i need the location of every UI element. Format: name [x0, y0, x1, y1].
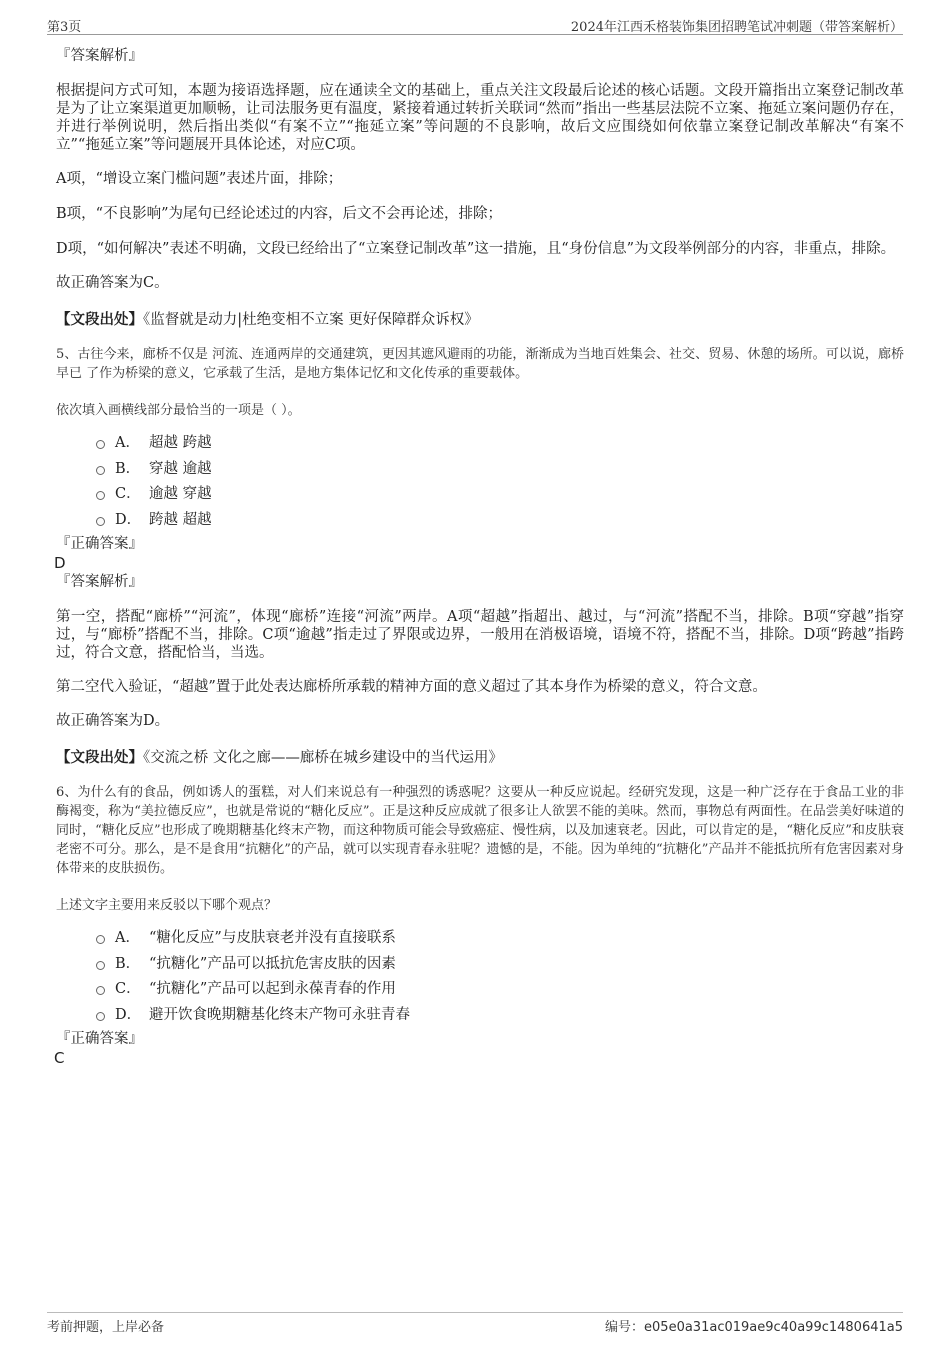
analysis-heading: 『答案解析』: [56, 574, 143, 590]
page-header: [47, 14, 903, 35]
page-footer: [47, 1312, 903, 1337]
radio-button[interactable]: [96, 440, 105, 449]
radio-button[interactable]: [96, 517, 105, 526]
option-c[interactable]: [96, 975, 904, 1001]
question-text: 6、为什么有的食品，例如诱人的蛋糕，对人们来说总有一种强烈的诱惑呢？这要从一种反应说起。经研究发现，这是一种广泛存在于食品工业的非酶褐变，称为“美拉德反应”，也就是常说的“糖化反应”。正是这种反应成就了很多让人欲罢不能的美味。然而，事物总有两面性。在品尝美好味道的同时，“糖化反应”也形成了晚期糖基化终末产物，而这种物质可能会导致癌症、慢性病，以及加速衰老。因此，可以肯定的是，“糖化反应”和皮肤衰老密不可分。那么，是不是食用“抗糖化”的产品，就可以实现青春永驻呢？遗憾的是，不能。因为单纯的“抗糖化”产品并不能抵抗所有危害因素对身体带来的皮肤损伤。: [56, 785, 904, 876]
analysis-paragraph: D项，“如何解决”表述不明确，文段已经给出了“立案登记制改革”这一措施，且“身份信息”为文段举例部分的内容，非重点，排除。: [56, 241, 896, 257]
page-number: 第3页: [47, 20, 82, 35]
options-list: [96, 924, 904, 1026]
code-label: 编号：: [605, 1320, 645, 1335]
option-a[interactable]: [96, 924, 904, 950]
option-label: C．: [115, 486, 141, 503]
analysis-heading: 『答案解析』: [56, 48, 143, 64]
question-text: 5、古往今来，廊桥不仅是 河流、连通两岸的交通建筑，更因其遮风避雨的功能，渐渐成为当地百姓集会、社交、贸易、休憩的场所。可以说，廊桥早已 了作为桥梁的意义，它承载了生活，是地方集体记忆和文化传承的重要载体。: [56, 347, 904, 381]
option-label: A．: [115, 930, 140, 947]
analysis-paragraph: 第二空代入验证，“超越”置于此处表达廊桥所承载的精神方面的意义超过了其本身作为桥梁的意义，符合文意。: [56, 679, 767, 695]
source-citation: [56, 308, 904, 329]
option-d[interactable]: [96, 1001, 904, 1027]
source-text: 《监督就是动力|杜绝变相不立案 更好保障群众诉权》: [143, 312, 479, 328]
source-label: 【文段出处】: [56, 311, 143, 328]
option-label: C．: [115, 981, 141, 998]
option-b[interactable]: [96, 950, 904, 976]
question-prompt: 依次填入画横线部分最恰当的一项是（ ）。: [56, 403, 301, 418]
option-label: D．: [115, 511, 142, 528]
radio-button[interactable]: [96, 986, 105, 995]
analysis-paragraph: 根据提问方式可知，本题为接语选择题，应在通读全文的基础上，重点关注文段最后论述的核心话题。文段开篇指出立案登记制改革是为了让立案渠道更加顺畅，让司法服务更有温度，紧接着通过转折关联词“然而”指出一些基层法院不立案、拖延立案问题仍存在，并进行举例说明，然后指出类似“有案不立”“拖延立案”等问题的不良影响，故后文应围绕如何依靠立案登记制改革解决“有案不立”“拖延立案”等问题展开具体论述，对应C项。: [56, 83, 904, 153]
question-prompt: 上述文字主要用来反驳以下哪个观点？: [56, 898, 278, 913]
radio-button[interactable]: [96, 935, 105, 944]
correct-answer: D: [54, 554, 66, 572]
source-label: 【文段出处】: [56, 749, 143, 766]
option-a[interactable]: [96, 429, 904, 455]
radio-button[interactable]: [96, 466, 105, 475]
option-d[interactable]: [96, 506, 904, 532]
option-text: “抗糖化”产品可以起到永葆青春的作用: [149, 981, 396, 998]
analysis-conclusion: 故正确答案为C。: [56, 275, 169, 291]
option-c[interactable]: [96, 480, 904, 506]
option-text: 避开饮食晚期糖基化终末产物可永驻青春: [149, 1006, 410, 1023]
code-value: e05e0a31ac019ae9c40a99c1480641a5: [644, 1320, 903, 1335]
options-list: [96, 429, 904, 531]
correct-answer-heading: 『正确答案』: [56, 536, 143, 552]
source-citation: [56, 746, 904, 767]
option-text: 逾越 穿越: [149, 486, 212, 503]
document-code: [605, 1316, 903, 1335]
option-label: D．: [115, 1006, 142, 1023]
option-label: A．: [115, 435, 140, 452]
analysis-conclusion: 故正确答案为D。: [56, 713, 170, 729]
option-text: 跨越 超越: [149, 511, 212, 528]
option-label: B．: [115, 955, 141, 972]
document-title: 2024年江西禾格装饰集团招聘笔试冲刺题（带答案解析）: [570, 20, 903, 35]
analysis-paragraph: B项，“不良影响”为尾句已经论述过的内容，后文不会再论述，排除；: [56, 206, 502, 222]
radio-button[interactable]: [96, 1012, 105, 1021]
radio-button[interactable]: [96, 961, 105, 970]
source-text: 《交流之桥 文化之廊——廊桥在城乡建设中的当代运用》: [143, 750, 503, 766]
footer-slogan: 考前押题，上岸必备: [47, 1320, 165, 1335]
option-b[interactable]: [96, 455, 904, 481]
correct-answer-heading: 『正确答案』: [56, 1031, 143, 1047]
option-text: 穿越 逾越: [149, 460, 212, 477]
analysis-paragraph: A项，“增设立案门槛问题”表述片面，排除；: [56, 171, 343, 187]
option-text: “糖化反应”与皮肤衰老并没有直接联系: [149, 930, 396, 947]
option-text: “抗糖化”产品可以抵抗危害皮肤的因素: [149, 955, 396, 972]
analysis-paragraph: 第一空，搭配“廊桥”“河流”，体现“廊桥”连接“河流”两岸。A项“超越”指超出、越过，与“河流”搭配不当，排除。B项“穿越”指穿过，与“廊桥”搭配不当，排除。C项“逾越”指走过了界限或边界，一般用在消极语境，语境不符，搭配不当，排除。D项“跨越”指跨过，符合文意，搭配恰当，当选。: [56, 609, 904, 661]
document-body: [56, 44, 904, 1068]
radio-button[interactable]: [96, 491, 105, 500]
option-label: B．: [115, 460, 141, 477]
option-text: 超越 跨越: [149, 435, 212, 452]
correct-answer: C: [54, 1049, 65, 1067]
